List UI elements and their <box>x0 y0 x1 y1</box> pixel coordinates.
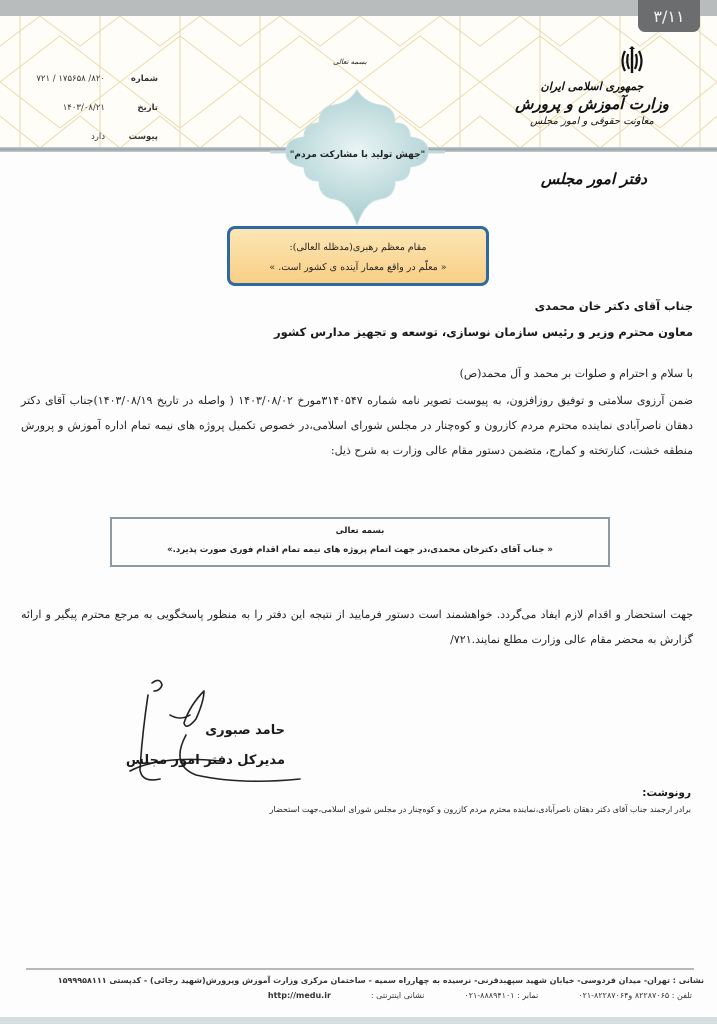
meta-value: ۸۲۰/ ۱۷۵۶۵۸ / ۷۲۱ <box>36 73 105 84</box>
footer-divider <box>26 968 694 970</box>
logo-line-ministry: وزارت آموزش و پرورش <box>515 95 669 113</box>
signer-block <box>115 716 285 776</box>
footer-phone: تلفن : ۸۲۲۸۷۰۶۵ و۸۲۲۸۷۰۶۴-۰۲۱ <box>578 991 692 1000</box>
meta-row-date <box>8 93 158 122</box>
signer-name: حامد صبوری <box>205 723 285 738</box>
iran-emblem-icon <box>617 46 647 76</box>
cc-label: رونوشت: <box>642 787 691 799</box>
body-paragraph-2: جهت استحضار و اقدام لازم ایفاد می‌گردد. خواهشمند است دستور فرمایید از نتیجه این دفتر را به منظور پاسخگویی به مرجع محترم پیگیر و ارائه گزارش به محضر مقام عالی وزارت مطلع نمایند.۷۲۱/ <box>21 608 693 646</box>
meta-row-number <box>8 64 158 93</box>
viewer-bottom-bar <box>0 1017 717 1024</box>
letter-metadata <box>8 64 158 151</box>
logo-line-republic: جمهوری اسلامی ایران <box>540 80 644 93</box>
addressee-block <box>274 293 693 345</box>
bismillah-heading: بسمه تعالی <box>333 58 367 66</box>
signer-title: مدیرکل دفتر امور مجلس <box>125 753 285 768</box>
meta-value: دارد <box>90 131 105 142</box>
footer-fax: نمابر : ۸۸۸۹۴۱۰۱-۰۲۱ <box>464 991 539 1000</box>
office-name: دفتر امور مجلس <box>540 170 647 188</box>
order-title: بسمه تعالی <box>335 526 385 536</box>
quote-text: « معلّم در واقع معمار آینده ی کشور است. » <box>269 262 447 273</box>
quote-title: مقام معظم رهبری(مدظله العالی): <box>289 242 427 253</box>
footer-contacts <box>14 991 704 1000</box>
salutation: با سلام و احترام و صلوات بر محمد و آل محمد(ص) <box>459 367 693 380</box>
addressee-title: معاون محترم وزیر و رئیس سازمان نوسازی، توسعه و تجهیز مدارس کشور <box>274 325 693 339</box>
cc-text: برادر ارجمند جناب آقای دکتر دهقان ناصرآبادی،نماینده محترم مردم کازرون و کوه‌چنار در مجلس شورای اسلامی،جهت استحضار <box>269 805 691 814</box>
meta-label: شماره <box>130 73 158 84</box>
footer <box>14 976 704 1000</box>
footer-website-link[interactable]: http://medu.ir <box>267 991 331 1000</box>
footer-website-label: نشانی اینترنتی : <box>370 991 425 1000</box>
slogan-text: "جهش تولید با مشارکت مردم" <box>289 150 426 160</box>
body-paragraph-1: ضمن آرزوی سلامتی و توفیق روزافزون، به پیوست تصویر نامه شماره ۳۱۴۰۵۴۷مورخ ۱۴۰۳/۰۸/۰۲ ( واصله در تاریخ ۱۴۰۳/۰۸/۱۹)جناب آقای دکتر دهقان ناصرآبادی نماینده محترم مردم کازرون و کوه‌چنار در مجلس شورای اسلامی،در خصوص تکمیل پروژه های نیمه تمام اداره آموزش و پرورش منطقه خشت، کنارتخته و کمارج، متضمن دستور مقام عالی وزارت به شرح ذیل: <box>21 394 693 457</box>
footer-address: نشانی : تهران- میدان فردوسی- خیابان شهید سپهبدقرنی- نرسیده به چهارراه سمیه - ساختمان مرکزی وزارت آموزش وپرورش(شهید رجائی) - کدپستی ۱۵۹۹۹۵۸۱۱۱ <box>57 976 704 985</box>
meta-label: تاریخ <box>137 102 158 113</box>
logo-line-deputy: معاونت حقوقی و امور مجلس <box>530 116 654 127</box>
minister-order-box <box>110 517 610 567</box>
viewer-top-bar <box>0 0 717 16</box>
leader-quote-box <box>227 226 489 286</box>
page-indicator: ۳/۱۱ <box>638 0 700 32</box>
meta-label: پیوست <box>128 131 158 142</box>
addressee-name: جناب آقای دکتر خان محمدی <box>534 299 693 313</box>
meta-value: ۱۴۰۳/۰۸/۲۱ <box>62 102 105 113</box>
ministry-logo-text <box>507 80 677 127</box>
meta-row-attachment <box>8 122 158 151</box>
order-text: « جناب آقای دکترخان محمدی،در جهت اتمام پروژه های نیمه تمام اقدام فوری صورت پذیرد.» <box>167 545 553 555</box>
